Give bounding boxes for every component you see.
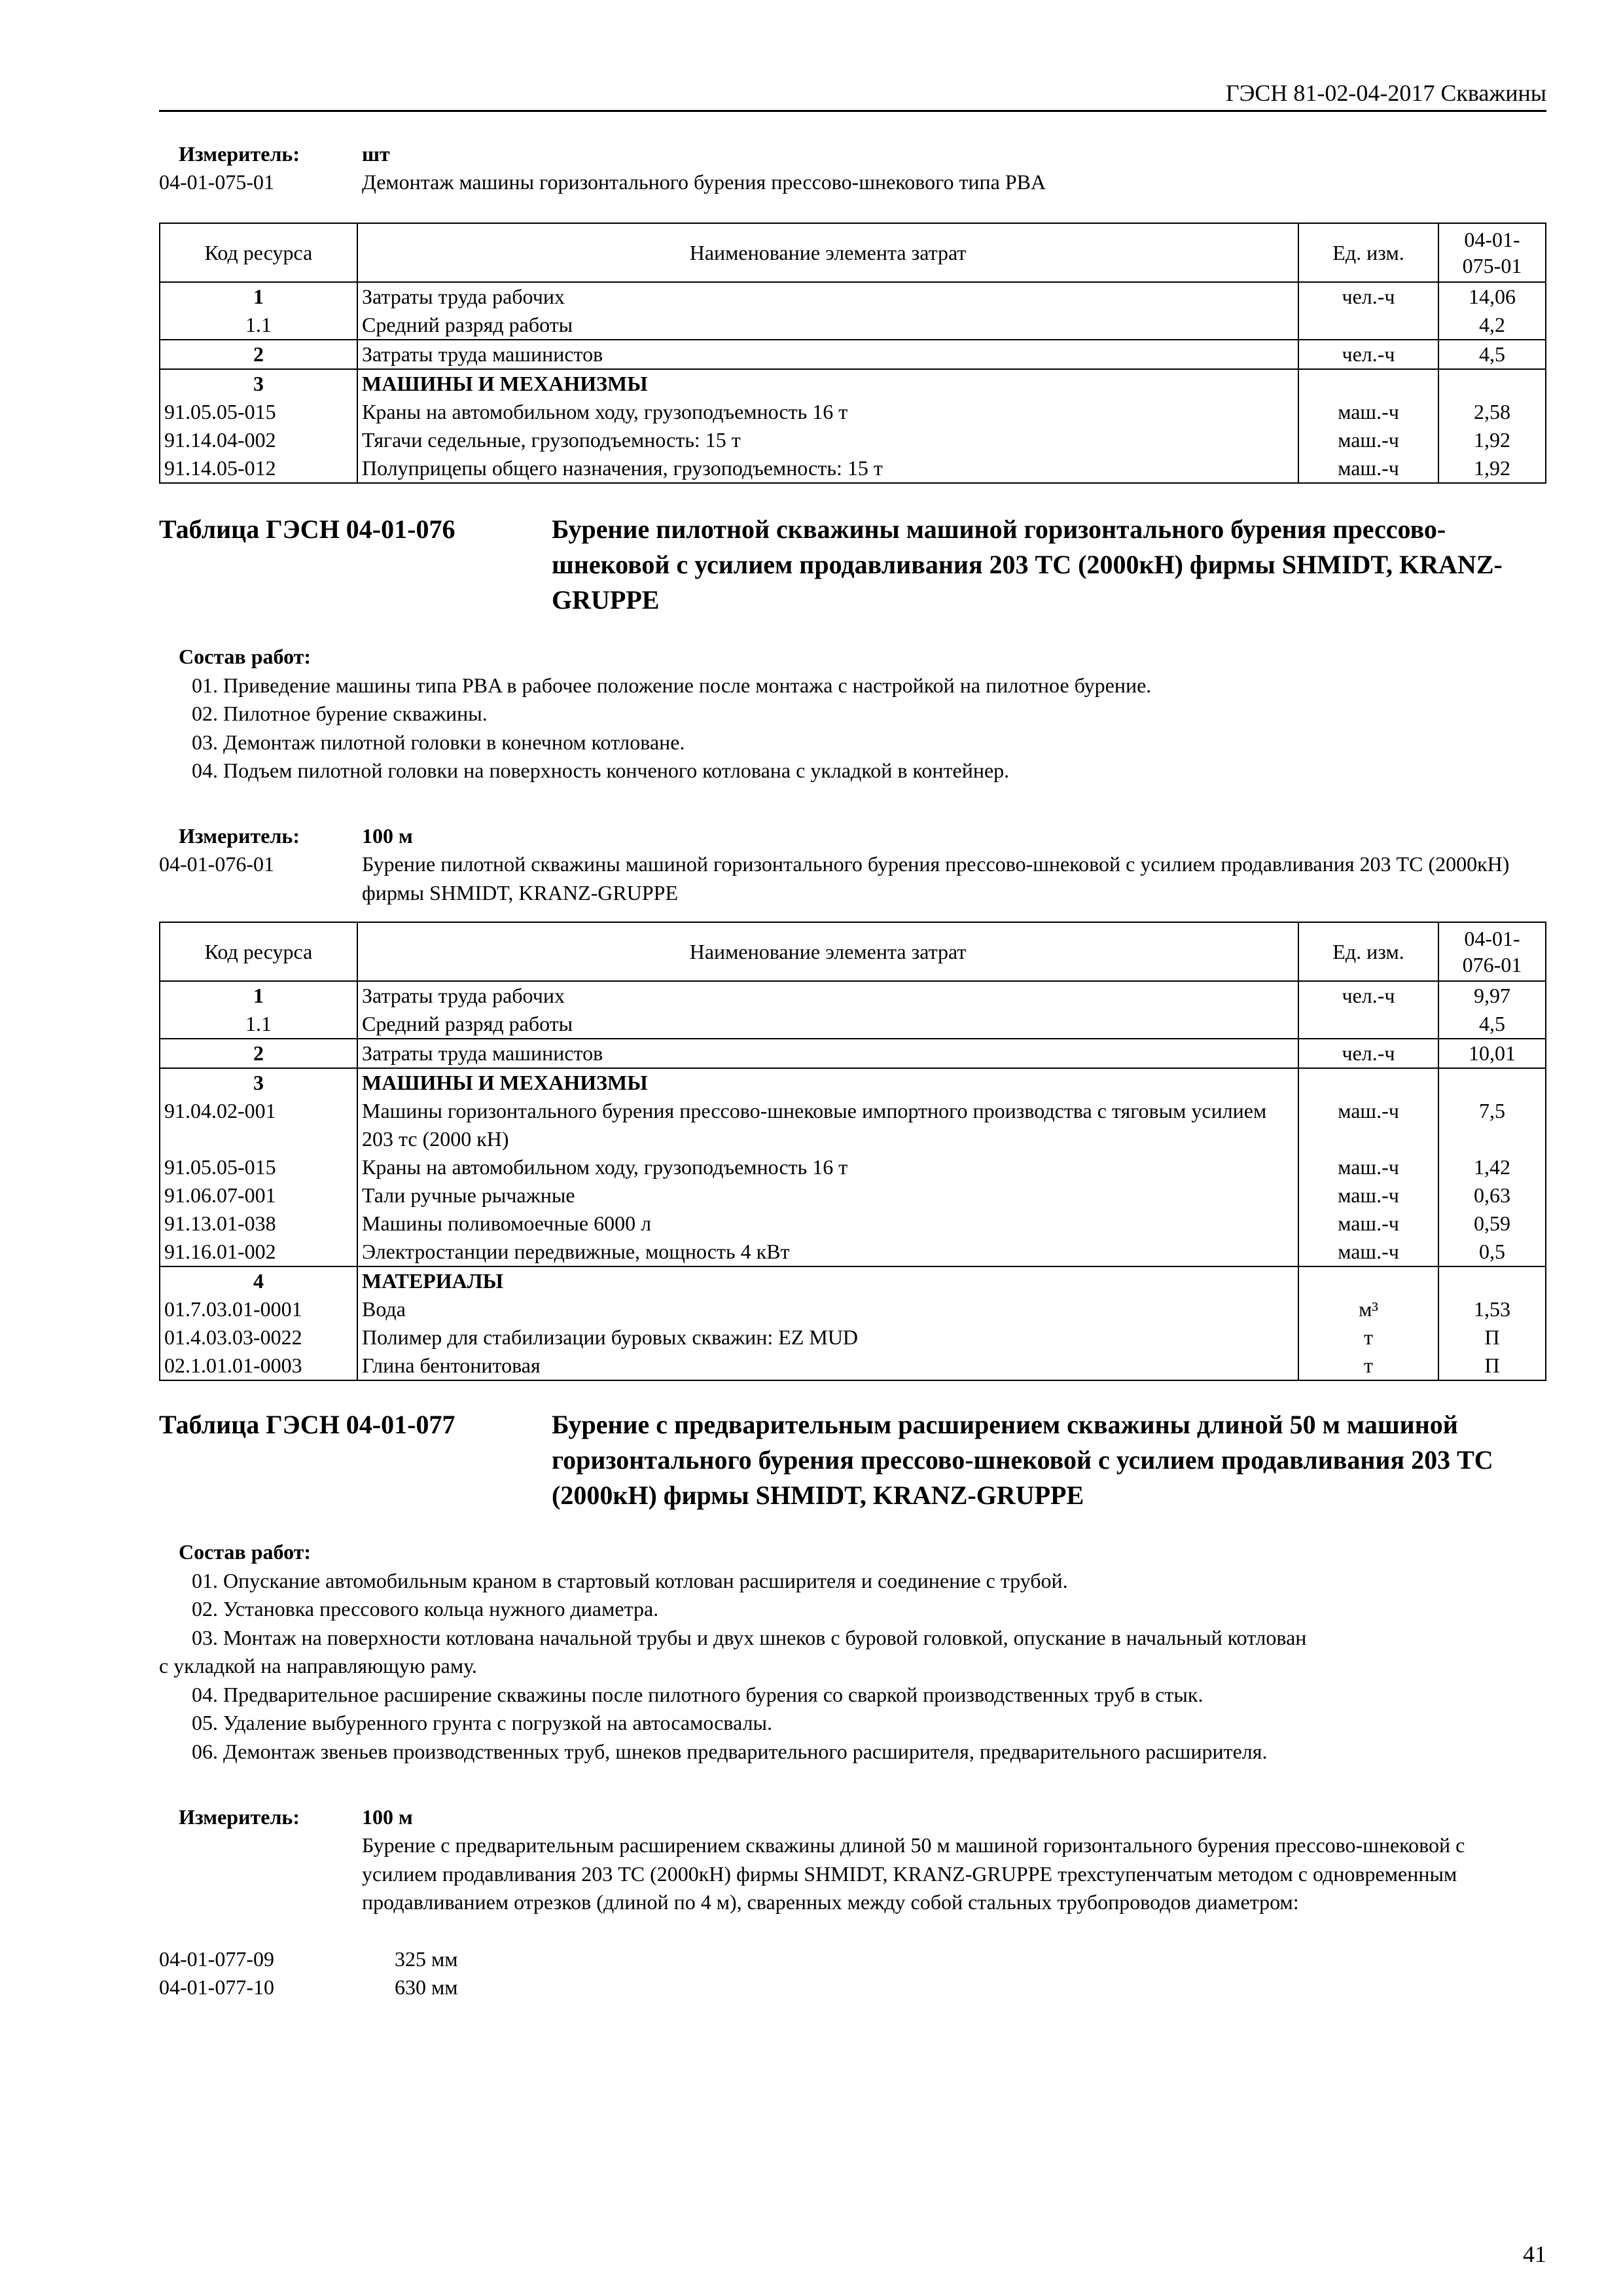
table-row: 1 Затраты труда рабочих чел.-ч 14,06 [160, 282, 1546, 311]
list-item: 05. Удаление выбуренного грунта с погрузкой на автосамосвалы. [192, 1711, 773, 1734]
col-header-unit: Ед. изм. [1298, 223, 1438, 282]
table-id: Таблица ГЭСН 04-01-076 [159, 514, 455, 544]
table-row: 01.7.03.01-0001 Вода м³ 1,53 [160, 1295, 1546, 1323]
norm-diameter: 325 мм [395, 1947, 458, 1971]
meter-label: Измеритель: [179, 824, 300, 848]
col-header-code: Код ресурса [160, 922, 357, 981]
table-row: 91.04.02-001 Машины горизонтального бурения прессово-шнековые импортного производства с тяговым усилием 203 тс (2000 кН) маш.-ч 7,5 [160, 1097, 1546, 1153]
table-row: 91.05.05-015 Краны на автомобильном ходу, грузоподъемность 16 т маш.-ч 2,58 [160, 398, 1546, 426]
list-item: 04. Подъем пилотной головки на поверхность конченого котлована с укладкой в контейнер. [192, 759, 1010, 782]
table-row: 91.16.01-002 Электростанции передвижные, мощность 4 кВт маш.-ч 0,5 [160, 1238, 1546, 1266]
col-header-norm: 04-01- 076-01 [1438, 922, 1546, 981]
table-row: 2 Затраты труда машинистов чел.-ч 10,01 [160, 1039, 1546, 1068]
meter-label: Измеритель: [179, 142, 300, 166]
norm-code: 04-01-077-10 [159, 1975, 274, 1999]
norm-description: Демонтаж машины горизонтального бурения прессово-шнекового типа PBA [362, 170, 1046, 194]
meter-block-077 [159, 1803, 1546, 2000]
table-row: 91.14.05-012 Полуприцепы общего назначения, грузоподъемность: 15 т маш.-ч 1,92 [160, 454, 1546, 483]
works-label: Состав работ: [179, 645, 312, 668]
table-heading: Бурение пилотной скважины машиной горизонтального бурения прессово-шнековой с усилием продавливания 203 ТС (2000кН) фирмы SHMIDT, KRANZ-GRUPPE [552, 514, 1503, 615]
table-row: 91.06.07-001 Тали ручные рычажные маш.-ч 0,63 [160, 1181, 1546, 1210]
meter-unit: шт [362, 142, 390, 166]
table-row: 1.1 Средний разряд работы 4,2 [160, 311, 1546, 340]
norm-description: Бурение пилотной скважины машиной горизонтального бурения прессово-шнековой с усилием продавливания 203 ТС (2000кН) фирмы SHMIDT, KRANZ-GRUPPE [362, 852, 1510, 905]
col-header-name: Наименование элемента затрат [357, 922, 1298, 981]
resource-table-075 [159, 223, 1546, 484]
table-row: 3 МАШИНЫ И МЕХАНИЗМЫ [160, 369, 1546, 398]
works-label: Состав работ: [179, 1540, 312, 1564]
norm-diameter: 630 мм [395, 1975, 458, 1999]
table-row: 2 Затраты труда машинистов чел.-ч 4,5 [160, 340, 1546, 369]
page-number: 41 [1523, 2241, 1546, 2267]
table-heading: Бурение с предварительным расширением скважины длиной 50 м машиной горизонтального бурения прессово-шнековой с усилием продавливания 203 ТС (2000кН) фирмы SHMIDT, KRANZ-GRUPPE [552, 1410, 1493, 1510]
meter-unit: 100 м [362, 1805, 413, 1829]
col-header-name: Наименование элемента затрат [357, 223, 1298, 282]
list-item: 06. Демонтаж звеньев производственных труб, шнеков предварительного расширителя, предварительного расширителя. [192, 1739, 1268, 1763]
table-row: 91.05.05-015 Краны на автомобильном ходу, грузоподъемность 16 т маш.-ч 1,42 [160, 1153, 1546, 1181]
works-list-076 [159, 643, 1546, 785]
table-title-077 [159, 1407, 1546, 1518]
col-header-unit: Ед. изм. [1298, 922, 1438, 981]
norm-description: Бурение с предварительным расширением скважины длиной 50 м машиной горизонтального бурения прессово-шнековой с усилием продавливания 203 ТС (2000кН) фирмы SHMIDT, KRANZ-GRUPPE трехступенчатым методом с одновременным продавливанием отрезков (длиной по 4 м), сваренных между собой стальных трубопроводов диаметром: [362, 1833, 1465, 1914]
list-item: 02. Пилотное бурение скважины. [192, 702, 488, 725]
col-header-code: Код ресурса [160, 223, 357, 282]
table-row: 4 МАТЕРИАЛЫ [160, 1266, 1546, 1295]
col-header-norm: 04-01- 075-01 [1438, 223, 1546, 282]
list-item: 03. Демонтаж пилотной головки в конечном котловане. [192, 730, 685, 754]
meter-unit: 100 м [362, 824, 413, 848]
norm-code: 04-01-076-01 [159, 852, 274, 876]
table-row: 91.13.01-038 Машины поливомоечные 6000 л маш.-ч 0,59 [160, 1210, 1546, 1238]
table-row: 01.4.03.03-0022 Полимер для стабилизации буровых скважин: EZ MUD т П [160, 1323, 1546, 1352]
list-item: 01. Опускание автомобильным краном в стартовый котлован расширителя и соединение с трубой. [192, 1568, 1068, 1592]
works-list-077 [159, 1538, 1546, 1766]
resource-table-076 [159, 922, 1546, 1381]
list-item: 04. Предварительное расширение скважины после пилотного бурения со сваркой производственных труб в стык. [192, 1682, 1204, 1706]
table-row: 1.1 Средний разряд работы 4,5 [160, 1010, 1546, 1039]
table-row: 91.14.04-002 Тягачи седельные, грузоподъемность: 15 т маш.-ч 1,92 [160, 426, 1546, 454]
list-item: с укладкой на направляющую раму. [159, 1654, 477, 1677]
table-id: Таблица ГЭСН 04-01-077 [159, 1410, 455, 1439]
meter-block-076 [159, 822, 1546, 907]
table-row: 1 Затраты труда рабочих чел.-ч 9,97 [160, 981, 1546, 1010]
norm-code: 04-01-077-09 [159, 1947, 274, 1971]
meter-label: Измеритель: [179, 1805, 300, 1829]
header-title: ГЭСН 81-02-04-2017 Скважины [1225, 80, 1546, 106]
table-row: 02.1.01.01-0003 Глина бентонитовая т П [160, 1352, 1546, 1380]
norm-code: 04-01-075-01 [159, 170, 274, 194]
table-title-076 [159, 512, 1546, 623]
list-item: 02. Установка прессового кольца нужного диаметра. [192, 1597, 659, 1621]
list-item: 01. Приведение машины типа PBA в рабочее положение после монтажа с настройкой на пилотное бурение. [192, 673, 1152, 697]
page-header [159, 77, 1546, 112]
list-item: 03. Монтаж на поверхности котлована начальной трубы и двух шнеков с буровой головкой, опускание в начальный котлован [192, 1625, 1307, 1649]
table-row: 3 МАШИНЫ И МЕХАНИЗМЫ [160, 1068, 1546, 1097]
